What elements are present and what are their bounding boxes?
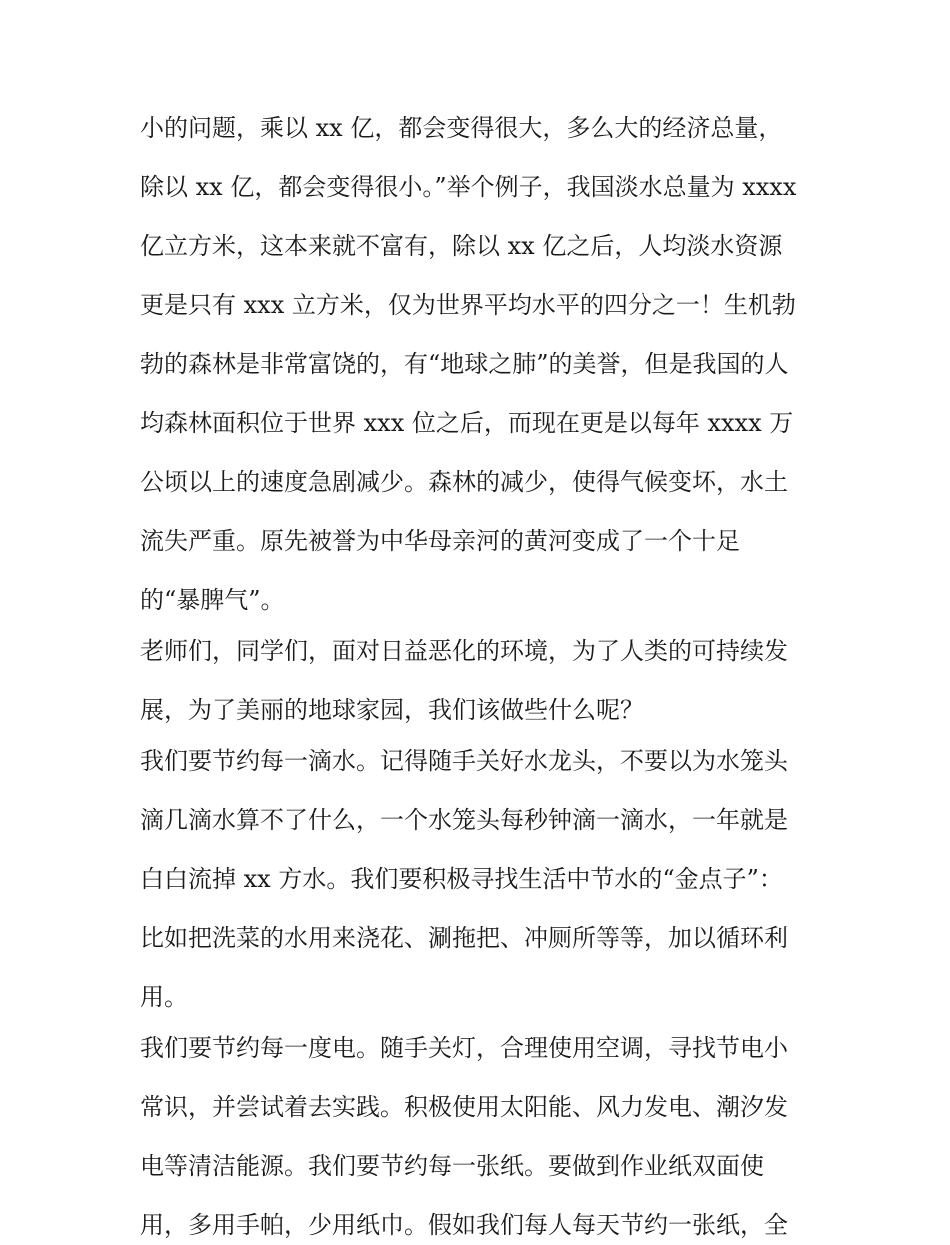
text-line: 流失严重。原先被誉为中华母亲河的黄河变成了一个十足 <box>140 527 740 555</box>
document-body <box>140 108 830 1245</box>
text-line: 勃的森林是非常富饶的，有“地球之肺”的美誉，但是我国的人 <box>140 350 789 378</box>
text-line: 的“暴脾气”。 <box>140 586 285 614</box>
text-line: 小的问题，乘以 xx 亿，都会变得很大，多么大的经济总量， <box>140 114 783 142</box>
text-line: 亿立方米，这本来就不富有，除以 xx 亿之后，人均淡水资源 <box>140 232 783 260</box>
text-line: 老师们，同学们，面对日益恶化的环境，为了人类的可持续发 <box>140 637 788 665</box>
text-line: 白白流掉 xx 方水。我们要积极寻找生活中节水的“金点子”： <box>140 865 783 893</box>
text-line: 展，为了美丽的地球家园，我们该做些什么呢？ <box>140 696 644 724</box>
text-line: 电等清洁能源。我们要节约每一张纸。要做到作业纸双面使 <box>140 1152 764 1180</box>
text-line: 用，多用手帕，少用纸巾。假如我们每人每天节约一张纸，全 <box>140 1211 788 1239</box>
text-line: 更是只有 xxx 立方米，仅为世界平均水平的四分之一！生机勃 <box>140 291 796 319</box>
text-line: 公顷以上的速度急剧减少。森林的减少，使得气候变坏，水土 <box>140 468 788 496</box>
text-line: 除以 xx 亿，都会变得很小。”举个例子，我国淡水总量为 xxxx <box>140 173 797 201</box>
text-line: 比如把洗菜的水用来浇花、涮拖把、冲厕所等等，加以循环利 <box>140 924 788 952</box>
text-line: 滴几滴水算不了什么，一个水笼头每秒钟滴一滴水，一年就是 <box>140 806 788 834</box>
text-line: 均森林面积位于世界 xxx 位之后，而现在更是以每年 xxxx 万 <box>140 409 794 437</box>
text-line: 常识，并尝试着去实践。积极使用太阳能、风力发电、潮汐发 <box>140 1093 788 1121</box>
text-line: 我们要节约每一度电。随手关灯，合理使用空调，寻找节电小 <box>140 1034 788 1062</box>
text-line: 用。 <box>140 983 188 1011</box>
text-line: 我们要节约每一滴水。记得随手关好水龙头，不要以为水笼头 <box>140 747 788 775</box>
